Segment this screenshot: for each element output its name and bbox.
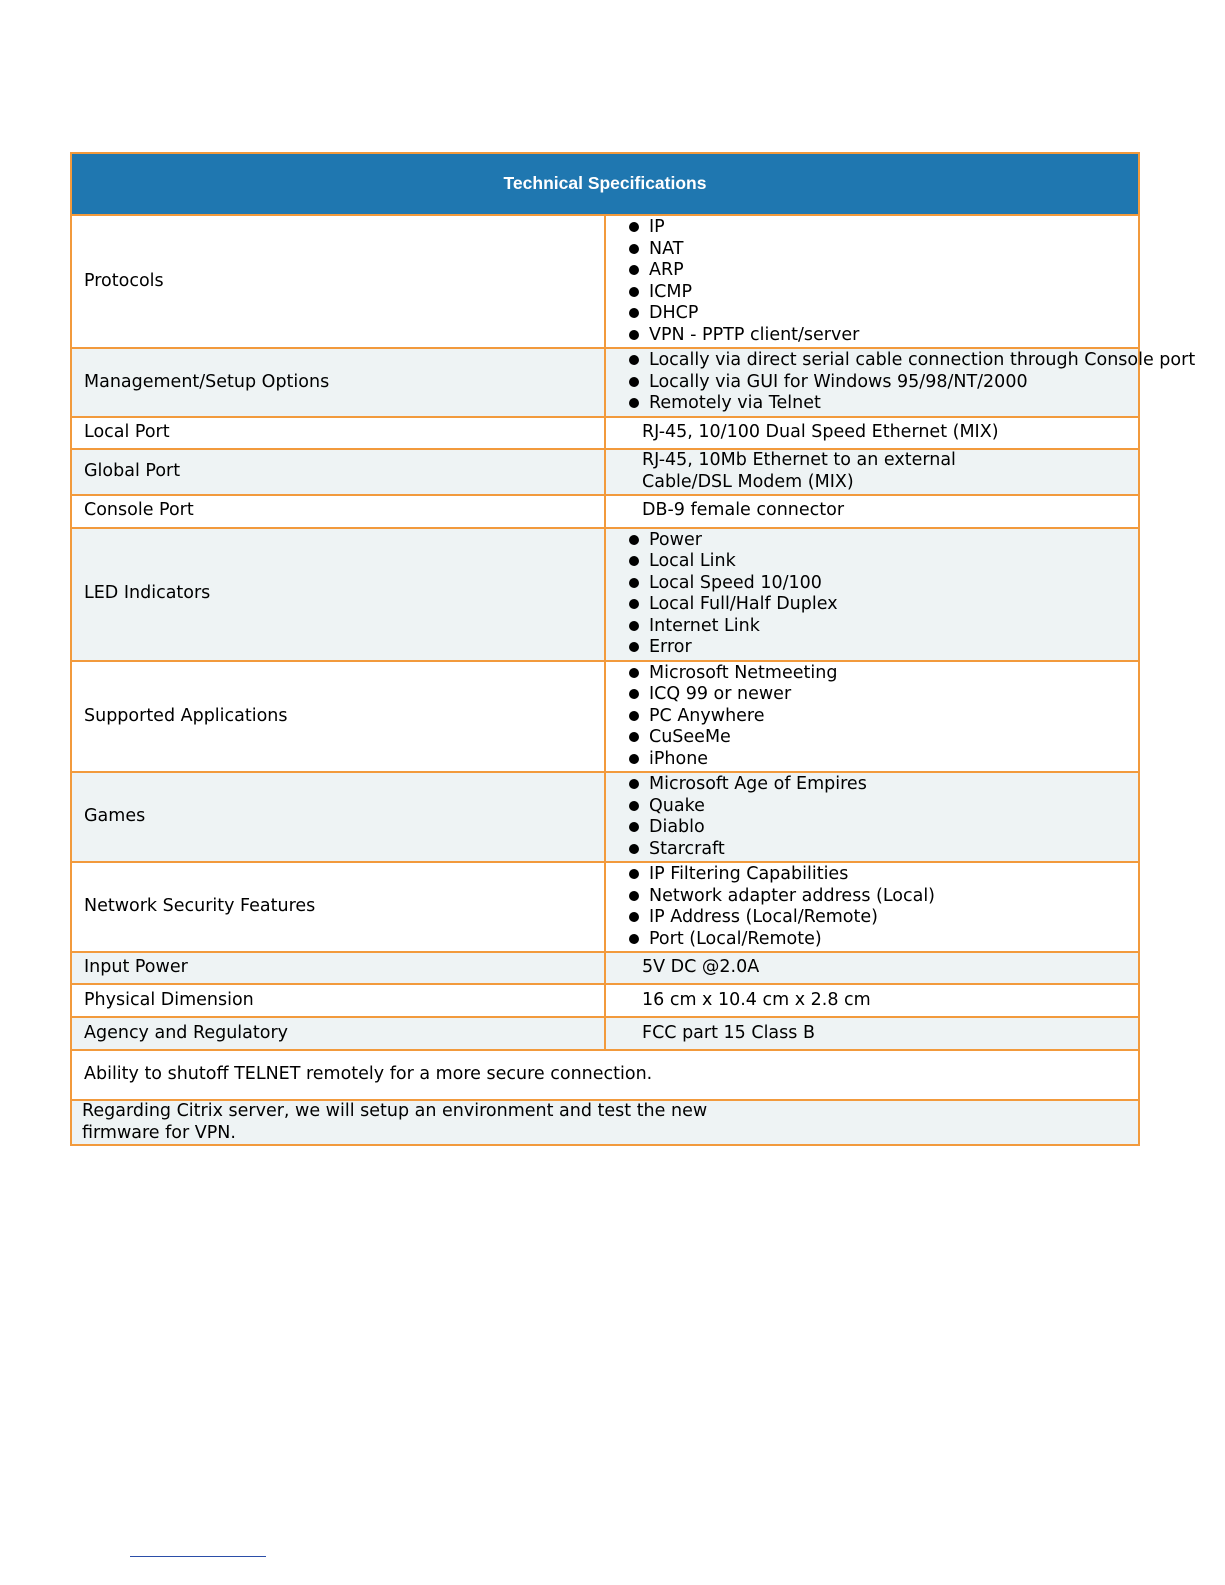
bullet-icon	[629, 287, 639, 297]
spec-bullet-list	[607, 663, 1137, 771]
spec-value	[605, 215, 1139, 348]
spec-label: Supported Applications	[71, 661, 605, 773]
list-item	[627, 637, 1137, 659]
list-item-text: NAT	[649, 238, 684, 259]
list-item-text: VPN - PPTP client/server	[649, 324, 860, 345]
spec-value	[605, 495, 1139, 528]
spec-bullet-list	[607, 530, 1137, 659]
list-item-text: Local Full/Half Duplex	[649, 594, 838, 614]
spec-value	[605, 661, 1139, 773]
list-item-text: Power	[649, 529, 702, 550]
list-item-text: Internet Link	[649, 615, 760, 636]
spec-row-games	[71, 772, 1139, 862]
bullet-icon	[629, 355, 639, 365]
spec-value-line: 16 cm x 10.4 cm x 2.8 cm	[642, 989, 871, 1010]
list-item	[627, 372, 1137, 394]
spec-row-management-setup-options	[71, 348, 1139, 417]
list-item-text: Local Speed 10/100	[649, 572, 822, 593]
spec-bullet-list	[607, 774, 1137, 860]
spec-value-line: RJ-45, 10/100 Dual Speed Ethernet (MIX)	[642, 421, 999, 442]
list-item-text: IP	[649, 217, 665, 237]
spec-label: Protocols	[71, 215, 605, 348]
list-item-text: Port (Local/Remote)	[649, 928, 822, 949]
spec-value-line: Cable/DSL Modem (MIX)	[642, 471, 854, 492]
list-item-text: ARP	[649, 260, 684, 280]
list-item	[627, 530, 1137, 552]
spec-row-physical-dimension	[71, 984, 1139, 1017]
bullet-icon	[629, 377, 639, 387]
list-item-text: PC Anywhere	[649, 705, 765, 726]
spec-value	[605, 772, 1139, 862]
list-item-text: DHCP	[649, 303, 699, 323]
list-item-text: Locally via GUI for Windows 95/98/NT/2000	[649, 371, 1028, 392]
list-item	[627, 929, 1137, 951]
list-item	[627, 886, 1137, 908]
spec-row-network-security-features	[71, 862, 1139, 952]
spec-label: Global Port	[71, 449, 605, 495]
note-row	[71, 1100, 1139, 1145]
spec-value-line: RJ-45, 10Mb Ethernet to an external	[642, 450, 956, 470]
note-row	[71, 1050, 1139, 1100]
list-item	[627, 239, 1137, 261]
bullet-icon	[629, 222, 639, 232]
spec-label: Local Port	[71, 417, 605, 449]
spec-value	[605, 1017, 1139, 1050]
bullet-icon	[629, 578, 639, 588]
list-item-text: Starcraft	[649, 838, 725, 859]
list-item	[627, 774, 1137, 796]
list-item	[627, 663, 1137, 685]
bullet-icon	[629, 732, 639, 742]
bullet-icon	[629, 668, 639, 678]
spec-table-body	[71, 215, 1196, 1145]
spec-row-global-port	[71, 449, 1139, 495]
list-item	[627, 907, 1137, 929]
list-item	[627, 616, 1137, 638]
bullet-icon	[629, 844, 639, 854]
spec-value-line: FCC part 15 Class B	[642, 1022, 815, 1043]
list-item	[627, 260, 1137, 282]
spec-value-line: 5V DC @2.0A	[642, 957, 760, 978]
spec-row-protocols	[71, 215, 1139, 348]
table-header-row	[71, 153, 1139, 215]
spec-value-line: DB-9 female connector	[642, 500, 845, 521]
bullet-icon	[629, 398, 639, 408]
list-item-text: Local Link	[649, 551, 736, 571]
bullet-icon	[629, 891, 639, 901]
list-item	[627, 727, 1137, 749]
list-item-text: Network adapter address (Local)	[649, 885, 936, 906]
list-item-text: CuSeeMe	[649, 727, 731, 747]
list-item	[627, 282, 1137, 304]
bullet-icon	[629, 869, 639, 879]
spec-value	[605, 348, 1196, 417]
spec-value	[605, 862, 1139, 952]
spec-value	[605, 528, 1139, 661]
note-line: firmware for VPN.	[82, 1122, 236, 1143]
list-item	[627, 573, 1137, 595]
bullet-icon	[629, 822, 639, 832]
list-item	[627, 594, 1137, 616]
note-text	[71, 1100, 1139, 1145]
list-item-text: IP Filtering Capabilities	[649, 864, 849, 884]
list-item-text: Microsoft Age of Empires	[649, 774, 867, 794]
list-item	[627, 796, 1137, 818]
list-item-text: iPhone	[649, 748, 709, 769]
note-text	[71, 1050, 1139, 1100]
bullet-icon	[629, 912, 639, 922]
spec-label: Input Power	[71, 952, 605, 984]
list-item-text: ICQ 99 or newer	[649, 684, 792, 704]
table-title: Technical Specifications	[71, 153, 1139, 215]
spec-value	[605, 952, 1139, 984]
list-item-text: Error	[649, 637, 692, 657]
bullet-icon	[629, 642, 639, 652]
spec-row-console-port	[71, 495, 1139, 528]
spec-row-led-indicators	[71, 528, 1139, 661]
list-item-text: Microsoft Netmeeting	[649, 662, 838, 683]
list-item-text: Quake	[649, 795, 705, 816]
spec-label: Games	[71, 772, 605, 862]
spec-label: Console Port	[71, 495, 605, 528]
list-item	[627, 749, 1137, 771]
list-item	[627, 706, 1137, 728]
bullet-icon	[629, 308, 639, 318]
list-item	[627, 684, 1137, 706]
list-item	[627, 817, 1137, 839]
spec-label: Agency and Regulatory	[71, 1017, 605, 1050]
bullet-icon	[629, 556, 639, 566]
list-item	[627, 839, 1137, 861]
bullet-icon	[629, 754, 639, 764]
bullet-icon	[629, 265, 639, 275]
bullet-icon	[629, 711, 639, 721]
spec-label: Network Security Features	[71, 862, 605, 952]
bullet-icon	[629, 779, 639, 789]
list-item	[627, 350, 1196, 372]
list-item-text: Locally via direct serial cable connection through Console port	[649, 350, 1196, 370]
list-item-text: IP Address (Local/Remote)	[649, 907, 878, 927]
list-item	[627, 217, 1137, 239]
spec-row-input-power	[71, 952, 1139, 984]
spec-value	[605, 417, 1139, 449]
spec-bullet-list	[607, 217, 1137, 346]
spec-value	[605, 449, 1139, 495]
list-item	[627, 393, 1137, 415]
spec-bullet-list	[607, 864, 1137, 950]
bullet-icon	[629, 689, 639, 699]
spec-label: Physical Dimension	[71, 984, 605, 1017]
spec-label: LED Indicators	[71, 528, 605, 661]
bullet-icon	[629, 244, 639, 254]
list-item	[627, 864, 1137, 886]
list-item	[627, 303, 1137, 325]
bullet-icon	[629, 330, 639, 340]
bullet-icon	[629, 599, 639, 609]
note-line: Ability to shutoff TELNET remotely for a more secure connection.	[84, 1064, 653, 1085]
spec-row-local-port	[71, 417, 1139, 449]
bullet-icon	[629, 801, 639, 811]
footer-rule	[130, 1556, 266, 1557]
spec-value	[605, 984, 1139, 1017]
list-item	[627, 325, 1137, 347]
bullet-icon	[629, 934, 639, 944]
bullet-icon	[629, 621, 639, 631]
spec-row-agency-and-regulatory	[71, 1017, 1139, 1050]
technical-specifications-table	[70, 152, 1196, 1146]
spec-bullet-list	[607, 350, 1196, 415]
bullet-icon	[629, 535, 639, 545]
note-line: Regarding Citrix server, we will setup an environment and test the new	[82, 1101, 708, 1121]
list-item-text: Diablo	[649, 817, 705, 837]
list-item-text: ICMP	[649, 281, 693, 302]
list-item-text: Remotely via Telnet	[649, 393, 821, 413]
list-item	[627, 551, 1137, 573]
spec-label: Management/Setup Options	[71, 348, 605, 417]
spec-row-supported-applications	[71, 661, 1139, 773]
